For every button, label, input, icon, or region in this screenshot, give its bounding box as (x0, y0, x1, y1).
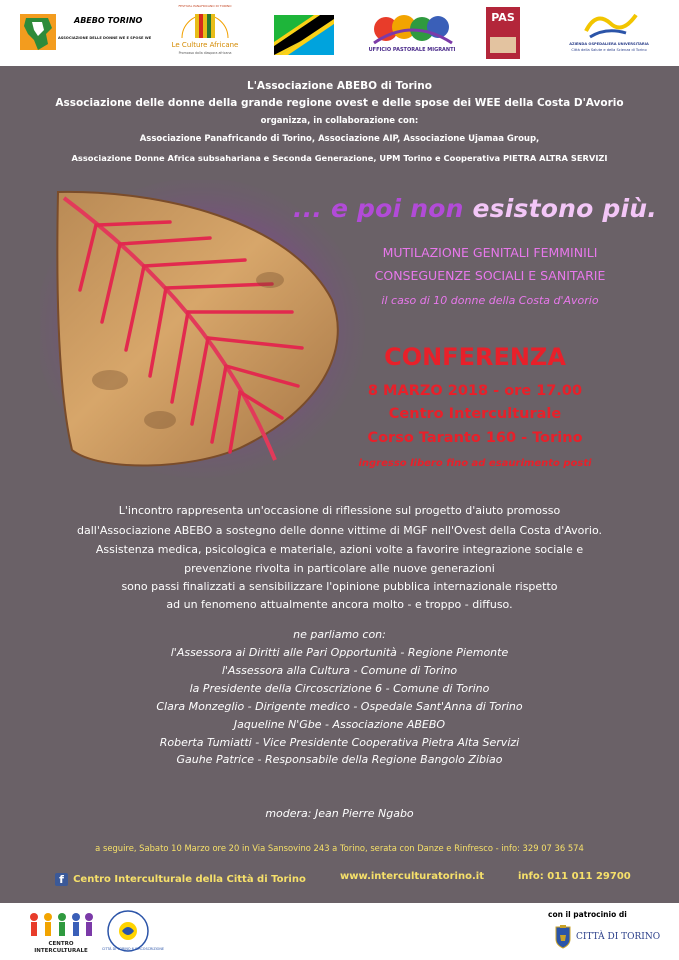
intro-line-3: organizza, in collaborazione con: (260, 116, 419, 126)
festival-tagline: Promosso dalla diaspora africana (178, 51, 232, 55)
facebook-link[interactable] (55, 869, 306, 888)
centro-interculturale-logo (26, 911, 96, 955)
event-note: ingresso libero fino ad esaurimento posti (358, 458, 592, 469)
abebo-subtitle: ASSOCIAZIONE DELLE DONNE WE E SPOSE WE (58, 36, 152, 40)
festival-logo (168, 4, 242, 62)
intro-line-5: Associazione Donne Africa subsahariana e Seconda Generazione, UPM Torino e Cooperativa PIETRA ALTRA SERVIZI (71, 153, 608, 163)
centro-name: CENTRO INTERCULTURALE (34, 941, 88, 954)
asl-subtitle: Città della Salute e della Scienza di Torino (571, 48, 647, 52)
tanzania-flag-icon (274, 15, 334, 55)
abebo-logo (18, 10, 188, 56)
circoscrizione-name: CITTÀ DI TORINO 6 CIRCOSCRIZIONE (102, 947, 165, 951)
title-sub-1: MUTILAZIONE GENITALI FEMMINILI (382, 245, 598, 260)
pas-logo (486, 7, 520, 59)
title-light: esistono (472, 194, 594, 223)
title-sub-2: CONSEGUENZE SOCIALI E SANITARIE (374, 268, 606, 283)
website-link[interactable]: www.interculturatorino.it (340, 871, 484, 882)
festival-name: Le Culture Africane (171, 41, 239, 49)
info-phone: info: 011 011 29700 (518, 871, 631, 882)
asl-name: AZIENDA OSPEDALIERA UNIVERSITARIA (569, 42, 649, 46)
description-line-4: prevenzione rivolta in particolare alle nuove generazioni (184, 562, 495, 575)
speaker-item: l'Assessora ai Diritti alle Pari Opportunità - Regione Piemonte (170, 646, 509, 659)
speaker-item: Roberta Tumiatti - Vice Presidente Cooperativa Pietra Alta Servizi (159, 736, 520, 749)
description-line-1: L'incontro rappresenta un'occasione di riflessione sul progetto d'aiuto promosso (118, 504, 561, 517)
speaker-item: Clara Monzeglio - Dirigente medico - Ospedale Sant'Anna di Torino (156, 700, 523, 713)
title-sub-3: il caso di 10 donne della Costa d'Avorio (381, 294, 599, 307)
leaf-image (40, 180, 370, 480)
event-date: 8 MARZO 2018 - ore 17.00 (367, 383, 583, 399)
followup-note: a seguire, Sabato 10 Marzo ore 20 in Via Sansovino 243 a Torino, serata con Danze e Rinfresco - info: 329 07 36 574 (95, 843, 584, 853)
description-line-5: sono passi finalizzati a sensibilizzare l'opinione pubblica internazionale rispetto (121, 580, 558, 593)
citta-torino-logo (554, 923, 661, 953)
abebo-name: ABEBO TORINO (74, 16, 143, 25)
torino-crest-icon (554, 925, 572, 949)
event-venue: Centro Interculturale (388, 406, 562, 422)
speaker-item: Jaqueline N'Gbe - Associazione ABEBO (233, 718, 446, 731)
description-line-6: ad un fenomeno attualmente ancora molto - e troppo - diffuso. (166, 598, 513, 611)
facebook-icon: f (55, 873, 68, 886)
migranti-logo (366, 13, 458, 59)
pas-color-block (490, 37, 516, 53)
intro-line-4: Associazione Panafricando di Torino, Associazione AIP, Associazione Ujamaa Group, (139, 134, 540, 144)
title-main (293, 194, 657, 223)
logo-header (0, 0, 679, 66)
pas-letters: PAS (491, 11, 515, 24)
africa-map-icon (18, 10, 58, 54)
patrocinio-label: con il patrocinio di (548, 910, 627, 919)
speaker-item: l'Assessora alla Cultura - Comune di Torino (221, 664, 458, 677)
festival-arc-text: FESTIVAL PANAFRICANO DI TORINO (178, 4, 232, 8)
speakers-heading: ne parliamo con: (293, 628, 386, 641)
intro-line-1: L'Associazione ABEBO di Torino (247, 80, 432, 92)
moderator: modera: Jean Pierre Ngabo (265, 807, 414, 820)
asl-logo (556, 9, 662, 57)
intro-line-2: Associazione delle donne della grande regione ovest e delle spose dei WEE della Costa D'Avorio (55, 97, 624, 109)
facebook-text: Centro Interculturale della Città di Torino (73, 874, 306, 885)
description-line-2: dall'Associazione ABEBO a sostegno delle donne vittime di MGF nell'Ovest della Costa d'Avorio. (77, 524, 602, 537)
event-address: Corso Taranto 160 - Torino (367, 430, 583, 446)
title-end: più. (602, 194, 657, 223)
speaker-item: Gauhe Patrice - Responsabile della Regione Bangolo Zibiao (176, 753, 503, 766)
migranti-name: UFFICIO PASTORALE MIGRANTI (368, 47, 456, 53)
speaker-item: la Presidente della Circoscrizione 6 - Comune di Torino (189, 682, 490, 695)
logo-footer (0, 903, 679, 960)
title-dots: ... e poi non (293, 194, 464, 223)
circoscrizione-logo (102, 909, 165, 953)
description-line-3: Assistenza medica, psicologica e materiale, azioni volte a favorire integrazione sociale e (95, 543, 584, 556)
event-heading: CONFERENZA (384, 343, 566, 371)
citta-name: CITTÀ DI TORINO (576, 932, 661, 942)
